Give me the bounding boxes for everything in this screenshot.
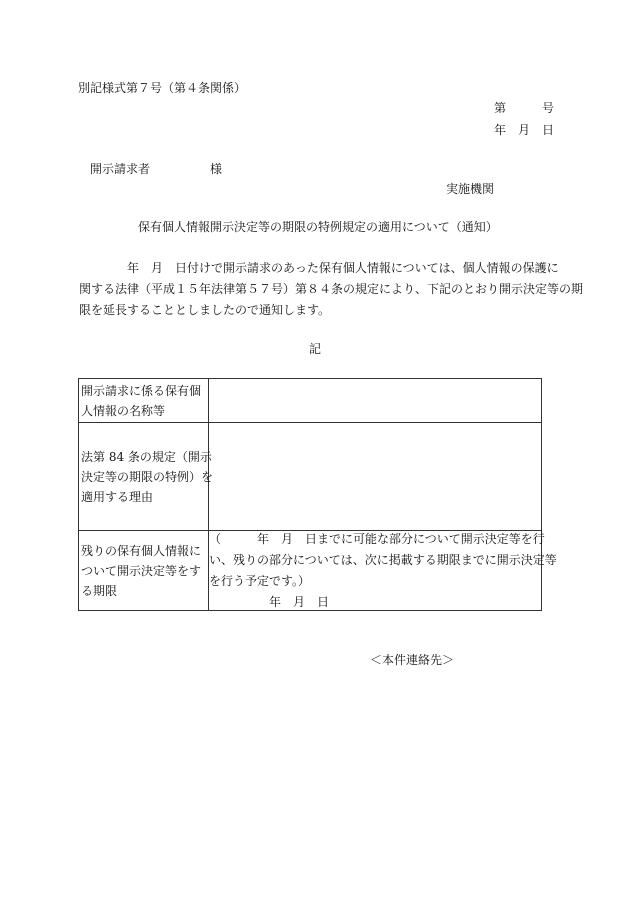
document-number: 第 号 xyxy=(494,101,555,115)
body-line: 関する法律（平成１５年法律第５７号）第８４条の規定により、下記のとおり開示決定等の期 xyxy=(79,282,584,296)
row-value-line: い、残りの部分については、次に掲載する期限までに開示決定等 xyxy=(209,553,557,567)
row-label-line: 開示請求に係る保有個 xyxy=(81,383,202,398)
row-value-cell[interactable] xyxy=(209,423,542,531)
row-label xyxy=(79,379,209,423)
table-row xyxy=(79,531,542,611)
row-label-line: 人情報の名称等 xyxy=(81,403,166,418)
document-date: 年 月 日 xyxy=(494,123,555,137)
row-label xyxy=(79,531,209,611)
table-row xyxy=(79,423,542,531)
row-value-line: を行う予定です。） xyxy=(209,574,311,588)
details-table xyxy=(78,378,557,611)
implementing-agency: 実施機関 xyxy=(446,182,495,196)
row-label-line: 適用する理由 xyxy=(81,489,154,504)
row-label-line: ついて開示決定等をす xyxy=(81,563,202,578)
form-number: 別記様式第７号（第４条関係） xyxy=(78,81,247,95)
row-value-cell[interactable] xyxy=(209,531,557,611)
row-label-line: 法第 84 条の規定（開示 xyxy=(81,449,212,464)
row-value-cell[interactable] xyxy=(209,379,542,423)
table-row xyxy=(79,379,542,423)
ki-heading: 記 xyxy=(309,342,322,356)
row-value-line: （ 年 月 日までに可能な部分について開示決定等を行 xyxy=(209,532,545,546)
row-label xyxy=(79,423,214,531)
notice-title: 保有個人情報開示決定等の期限の特例規定の適用について（通知） xyxy=(138,220,498,234)
row-label-line: 決定等の期限の特例）を xyxy=(81,469,214,484)
body-line: 限を延長することとしましたので通知します。 xyxy=(79,303,331,317)
row-label-line: 残りの保有個人情報に xyxy=(81,543,202,558)
contact-heading: ＜本件連絡先＞ xyxy=(370,653,455,667)
row-value-line: 年 月 日 xyxy=(209,595,330,609)
body-line: 年 月 日付けで開示請求のあった保有個人情報については、個人情報の保護に xyxy=(79,261,559,275)
requester-addressee: 開示請求者 様 xyxy=(90,162,223,176)
row-label-line: る期限 xyxy=(81,583,118,598)
